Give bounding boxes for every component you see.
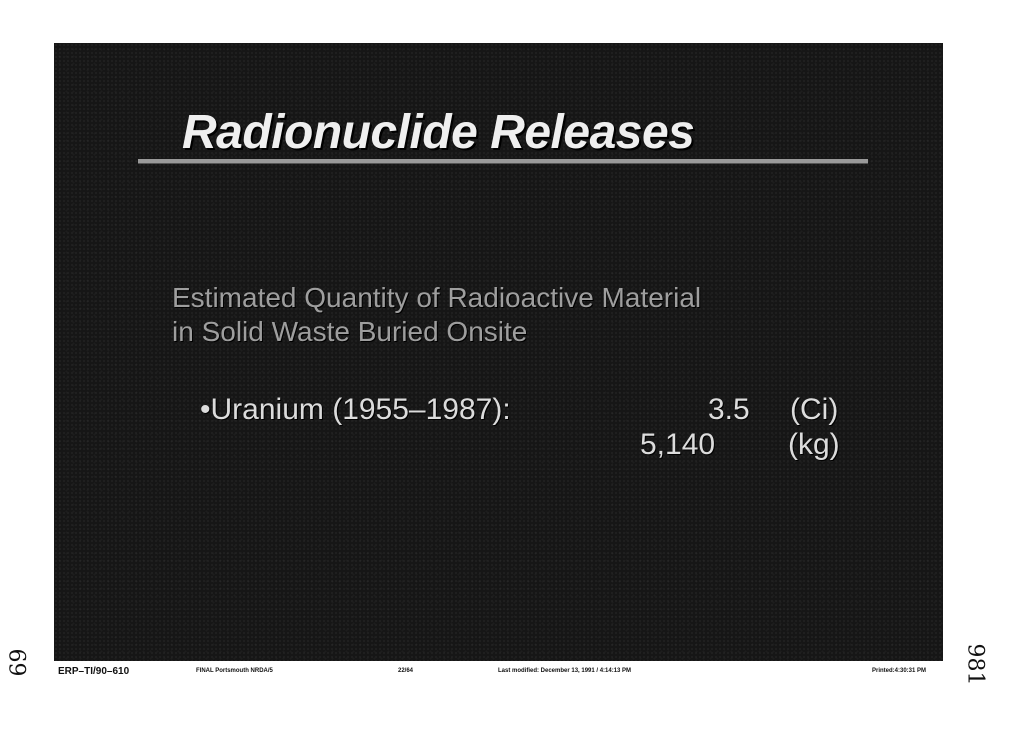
footer-printed: Printed:4:30:31 PM	[872, 668, 927, 674]
left-margin-number: 69	[3, 648, 29, 677]
footer-document-name: FINAL Portsmouth NRDA/5	[196, 668, 273, 674]
uranium-kg-unit: (kg)	[788, 428, 840, 461]
slide-subtitle	[172, 281, 701, 349]
uranium-bullet: •Uranium (1955–1987):	[200, 393, 511, 426]
title-underline	[138, 159, 868, 164]
footer-page-number: 22/64	[398, 668, 414, 674]
slide-panel	[54, 43, 943, 661]
footer-document-id: ERP–TI/90–610	[58, 666, 130, 677]
slide-title: Radionuclide Releases	[182, 106, 695, 159]
subtitle-line-2: in Solid Waste Buried Onsite	[172, 316, 528, 347]
uranium-curies-value: 3.5	[708, 393, 750, 426]
uranium-kg-value: 5,140	[640, 428, 716, 461]
uranium-curies-unit: (Ci)	[790, 393, 839, 426]
right-margin-number: 981	[962, 643, 988, 686]
subtitle-line-1: Estimated Quantity of Radioactive Material	[172, 282, 702, 313]
footer-last-modified: Last modified: December 13, 1991 / 4:14:13 PM	[498, 668, 632, 674]
